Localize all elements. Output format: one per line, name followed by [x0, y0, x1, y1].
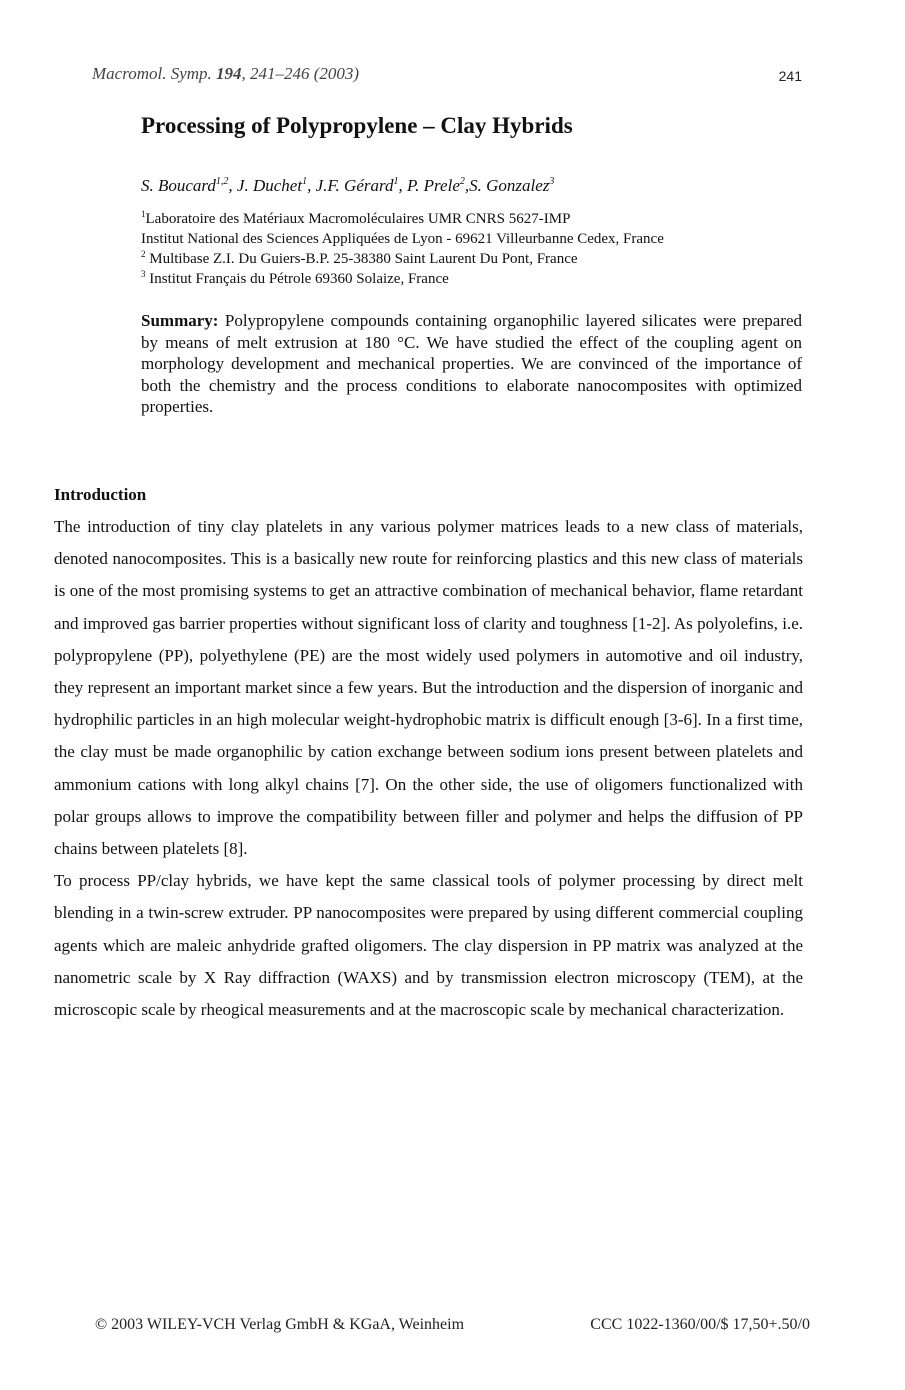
journal-citation	[92, 64, 359, 84]
author-name: J. Duchet	[236, 176, 303, 195]
author-separator: ,	[398, 176, 407, 195]
author-separator: ,	[307, 176, 316, 195]
journal-name: Macromol. Symp.	[92, 64, 212, 83]
body-paragraph: The introduction of tiny clay platelets in any various polymer matrices leads to a new class of materials, denoted nanocomposites. This is a basically new route for reinforcing plastics and this new class of materials is one of the most promising systems to get an attractive combination of mechanical behavior, flame retardant and improved gas barrier properties without significant loss of clarity and toughness [1-2]. As polyolefins, i.e. polypropylene (PP), polyethylene (PE) are the most widely used polymers in automotive and oil industry, they represent an important market since a few years. But the introduction and the dispersion of inorganic and hydrophilic particles in an high molecular weight-hydrophobic matrix is difficult enough [3-6]. In a first time, the clay must be made organophilic by cation exchange between sodium ions present between platelets and ammonium cations with long alkyl chains [7]. On the other side, the use of oligomers functionalized with polar groups allows to improve the compatibility between filler and polymer and helps the diffusion of PP chains between platelets [8].	[54, 517, 803, 859]
author-name: P. Prele	[406, 176, 460, 195]
journal-pages-year: , 241–246 (2003)	[241, 64, 360, 83]
author-affiliation-marker: 1,2	[215, 176, 229, 187]
author-separator: ,	[228, 176, 237, 195]
affiliations	[141, 209, 664, 289]
affiliation-3	[141, 269, 664, 289]
ccc-code: CCC 1022-1360/00/$ 17,50+.50/0	[590, 1316, 810, 1333]
affiliation-number: 3	[141, 269, 146, 279]
author-affiliation-marker: 1	[393, 176, 399, 187]
copyright-notice: © 2003 WILEY-VCH Verlag GmbH & KGaA, Weinheim	[95, 1316, 465, 1333]
author-separator: ,	[464, 176, 470, 195]
author-affiliation-marker: 3	[549, 176, 555, 187]
author-affiliation-marker: 1	[302, 176, 308, 187]
abstract	[141, 310, 802, 418]
affiliation-2	[141, 249, 664, 269]
affiliation-text: Laboratoire des Matériaux Macromoléculaires UMR CNRS 5627-IMP	[145, 211, 571, 227]
affiliation-text: Institut Français du Pétrole 69360 Solaize, France	[145, 271, 449, 287]
author-affiliation-marker: 2	[459, 176, 465, 187]
author-list	[141, 176, 554, 196]
author-name: S. Boucard	[141, 176, 216, 195]
affiliation-number: 2	[141, 249, 146, 259]
body-paragraph: To process PP/clay hybrids, we have kept the same classical tools of polymer processing by direct melt blending in a twin-screw extruder. PP nanocomposites were prepared by using different commercial coupling agents which are maleic anhydride grafted oligomers. The clay dispersion in PP matrix was analyzed at the nanometric scale by X Ray diffraction (WAXS) and by transmission electron microscopy (TEM), at the microscopic scale by rheogical measurements and at the macroscopic scale by mechanical characterization.	[54, 871, 803, 1020]
introduction-body	[54, 511, 803, 1026]
section-heading-introduction: Introduction	[54, 485, 147, 504]
affiliation-1	[141, 209, 664, 229]
affiliation-number: 1	[141, 209, 146, 219]
abstract-text: Polypropylene compounds containing organophilic layered silicates were prepared by means of melt extrusion at 180 °C. We have studied the effect of the coupling agent on morphology development and mechanical properties. We are convinced of the importance of both the chemistry and the process conditions to elaborate nanocomposites with optimized properties.	[141, 311, 802, 416]
journal-volume: 194	[216, 64, 242, 83]
author-name: J.F. Gérard	[315, 176, 394, 195]
page-number: 241	[778, 68, 802, 84]
affiliation-text: Multibase Z.I. Du Guiers-B.P. 25-38380 Saint Laurent Du Pont, France	[145, 251, 578, 267]
author-name: S. Gonzalez	[469, 176, 550, 195]
paper-title: Processing of Polypropylene – Clay Hybrids	[141, 113, 573, 138]
affiliation-1-line-2: Institut National des Sciences Appliquées de Lyon - 69621 Villeurbanne Cedex, France	[141, 231, 664, 247]
abstract-label: Summary:	[141, 311, 219, 330]
